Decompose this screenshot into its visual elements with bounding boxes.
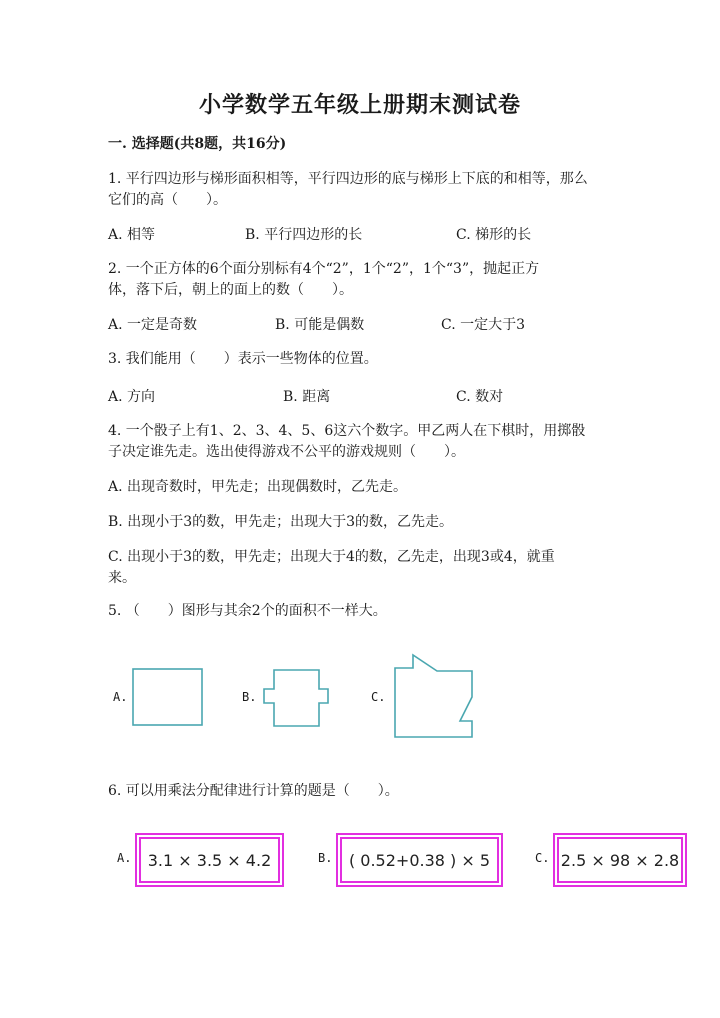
question-2-line-2: 体，落下后，朝上的面上的数（ ）。 — [108, 282, 353, 298]
expression-c: 2.5 × 98 × 2.8 — [560, 850, 680, 870]
question-2-option-a[interactable]: A. 一定是奇数 — [108, 317, 198, 333]
question-4-option-c-line-1[interactable]: C. 出现小于3的数，甲先走；出现大于4的数，乙先走，出现3或4，就重 — [108, 549, 555, 565]
section-heading: 一. 选择题(共8题，共16分) — [108, 136, 287, 152]
figure-label-6b: B. — [318, 851, 333, 865]
question-4-option-c-line-2[interactable]: 来。 — [108, 570, 136, 586]
page-title: 小学数学五年级上册期末测试卷 — [198, 92, 521, 118]
figure-label-a: A. — [113, 690, 128, 704]
question-6-line-1: 6. 可以用乘法分配律进行计算的题是（ ）。 — [108, 783, 399, 799]
expression-a-box[interactable] — [139, 837, 280, 883]
question-3-option-c[interactable]: C. 数对 — [456, 389, 504, 405]
question-2-line-1: 2. 一个正方体的6个面分别标有4个“2”，1个“2”，1个“3”，抛起正方 — [108, 261, 540, 277]
question-1-line-2: 它们的高（ ）。 — [108, 192, 227, 208]
question-4-line-1: 4. 一个骰子上有1、2、3、4、5、6这六个数字。甲乙两人在下棋时，用掷骰 — [108, 423, 586, 439]
question-1-line-1: 1. 平行四边形与梯形面积相等，平行四边形的底与梯形上下底的和相等，那么 — [108, 171, 588, 187]
figure-label-6a: A. — [117, 851, 132, 865]
question-1-option-b[interactable]: B. 平行四边形的长 — [245, 227, 363, 243]
question-3-option-a[interactable]: A. 方向 — [108, 389, 156, 405]
expression-a: 3.1 × 3.5 × 4.2 — [147, 850, 272, 870]
question-3-option-b[interactable]: B. 距离 — [283, 389, 331, 405]
expression-b-box[interactable] — [340, 837, 499, 883]
question-1-option-a[interactable]: A. 相等 — [108, 227, 156, 243]
expression-c-box[interactable] — [557, 837, 683, 883]
question-5-line-1: 5. （ ）图形与其余2个的面积不一样大。 — [108, 603, 387, 619]
figure-label-6c: C. — [535, 851, 550, 865]
question-4-option-b[interactable]: B. 出现小于3的数，甲先走；出现大于3的数，乙先走。 — [108, 514, 454, 530]
question-2-option-c[interactable]: C. 一定大于3 — [441, 317, 526, 333]
question-4-line-2: 子决定谁先走。选出使得游戏不公平的游戏规则（ ）。 — [108, 444, 465, 460]
question-3-line-1: 3. 我们能用（ ）表示一些物体的位置。 — [108, 351, 378, 367]
figure-label-c: C. — [371, 690, 386, 704]
question-4-option-a[interactable]: A. 出现奇数时，甲先走；出现偶数时，乙先走。 — [108, 479, 408, 495]
expression-b: ( 0.52+0.38 ) × 5 — [348, 850, 491, 870]
question-2-option-b[interactable]: B. 可能是偶数 — [275, 317, 365, 333]
figure-label-b: B. — [242, 690, 257, 704]
question-1-option-c[interactable]: C. 梯形的长 — [456, 227, 532, 243]
